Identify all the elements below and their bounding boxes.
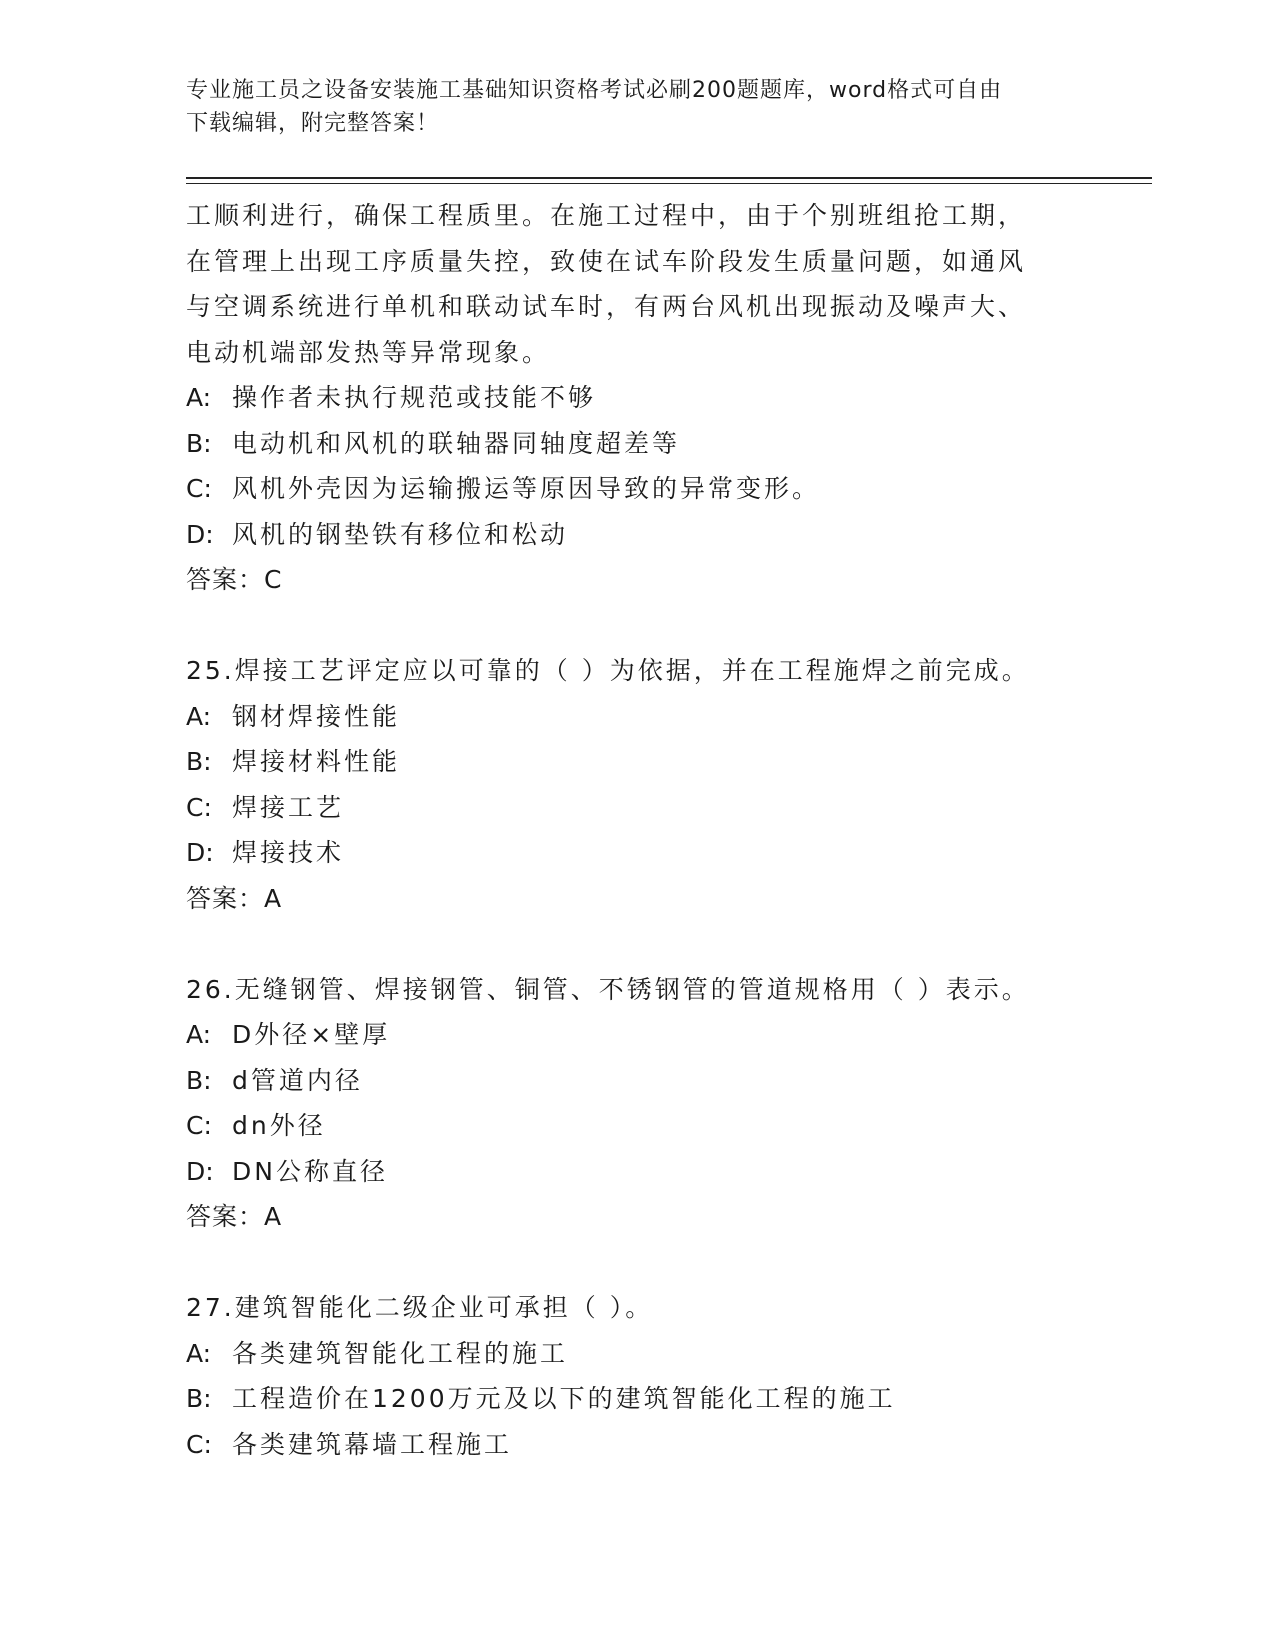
- option-d: [186, 830, 1106, 876]
- spacer: [186, 921, 1106, 967]
- option-text: d管道内径: [232, 1065, 363, 1095]
- option-label: B:: [186, 428, 212, 458]
- spacer: [186, 603, 1106, 649]
- question-text-line: 工顺利进行，确保工程质里。在施工过程中，由于个别班组抢工期，: [186, 201, 1027, 230]
- option-text: 电动机和风机的联轴器同轴度超差等: [232, 428, 681, 458]
- header-divider-thin: [186, 183, 1152, 184]
- question-text-line: 在管理上出现工序质量失控，致使在试车阶段发生质量问题，如通风: [186, 246, 1027, 276]
- option-label: B:: [186, 747, 212, 776]
- option-b: [186, 1058, 1106, 1104]
- option-text: 焊接材料性能: [232, 747, 401, 776]
- option-label: B:: [186, 1065, 212, 1095]
- document-body: [186, 193, 1106, 1467]
- option-d: [186, 512, 1106, 558]
- answer-line: 答案：A: [186, 883, 283, 913]
- option-text: 各类建筑智能化工程的施工: [232, 1338, 569, 1368]
- option-a: [186, 375, 1106, 421]
- document-header: [186, 74, 1086, 140]
- option-c: [186, 1422, 1106, 1468]
- option-text: 风机外壳因为运输搬运等原因导致的异常变形。: [232, 474, 821, 503]
- question-stem: 26.无缝钢管、焊接钢管、铜管、不锈钢管的管道规格用（ ）表示。: [186, 974, 1030, 1004]
- question-stem: 25.焊接工艺评定应以可靠的（ ）为依据，并在工程施焊之前完成。: [186, 656, 1030, 685]
- option-a: [186, 694, 1106, 740]
- header-divider-thick: [186, 177, 1152, 179]
- option-label: A:: [186, 383, 212, 412]
- option-text: 焊接技术: [232, 838, 345, 867]
- option-label: C:: [186, 474, 212, 503]
- question-text-line: 电动机端部发热等异常现象。: [186, 337, 551, 367]
- option-text: 操作者未执行规范或技能不够: [232, 383, 597, 412]
- option-label: A:: [186, 1020, 212, 1049]
- answer-line: 答案：C: [186, 565, 283, 594]
- option-c: [186, 1103, 1106, 1149]
- option-text: 工程造价在1200万元及以下的建筑智能化工程的施工: [232, 1384, 896, 1413]
- option-b: [186, 739, 1106, 785]
- option-b: [186, 421, 1106, 467]
- option-text: 风机的钢垫铁有移位和松动: [232, 519, 569, 549]
- option-text: 各类建筑幕墙工程施工: [232, 1429, 513, 1459]
- option-text: D外径×壁厚: [232, 1020, 391, 1049]
- option-label: C:: [186, 792, 212, 822]
- option-label: A:: [186, 1338, 212, 1368]
- header-line-1: 专业施工员之设备安装施工基础知识资格考试必刷200题题库，word格式可自由: [186, 78, 1003, 103]
- option-label: C:: [186, 1111, 212, 1140]
- header-line-2: 下载编辑，附完整答案！: [186, 111, 440, 136]
- question-25: [186, 648, 1106, 921]
- option-label: A:: [186, 701, 212, 731]
- option-label: D:: [186, 519, 214, 549]
- option-label: C:: [186, 1429, 212, 1459]
- option-text: DN公称直径: [232, 1156, 388, 1186]
- option-d: [186, 1149, 1106, 1195]
- question-text-line: 与空调系统进行单机和联动试车时，有两台风机出现振动及噪声大、: [186, 292, 1027, 321]
- question-continued: [186, 193, 1106, 603]
- option-label: D:: [186, 838, 214, 867]
- option-c: [186, 466, 1106, 512]
- option-label: B:: [186, 1384, 212, 1413]
- option-text: 焊接工艺: [232, 792, 345, 822]
- question-27: [186, 1285, 1106, 1467]
- question-stem: 27.建筑智能化二级企业可承担（ ）。: [186, 1293, 654, 1322]
- option-b: [186, 1376, 1106, 1422]
- option-label: D:: [186, 1156, 214, 1186]
- option-text: dn外径: [232, 1111, 326, 1140]
- option-c: [186, 785, 1106, 831]
- option-a: [186, 1012, 1106, 1058]
- answer-line: 答案：A: [186, 1202, 283, 1231]
- question-26: [186, 967, 1106, 1240]
- option-text: 钢材焊接性能: [232, 701, 401, 731]
- spacer: [186, 1240, 1106, 1286]
- option-a: [186, 1331, 1106, 1377]
